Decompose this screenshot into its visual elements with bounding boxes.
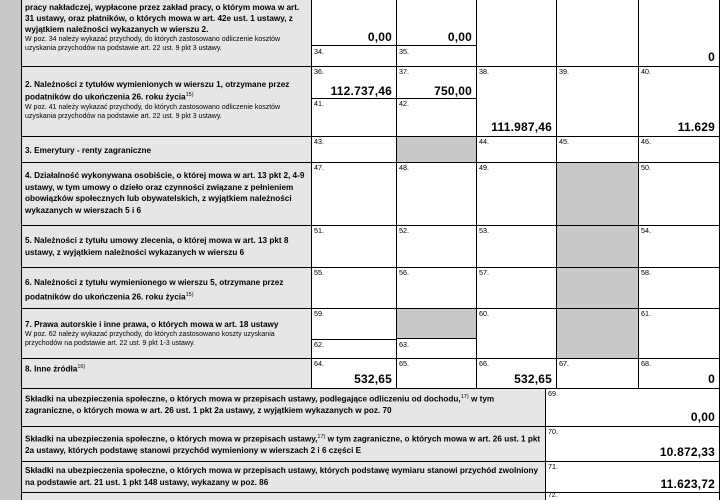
field-70-number: 70. <box>548 427 558 436</box>
field-53[interactable] <box>477 226 557 268</box>
footnote-ref: 17) <box>317 434 326 440</box>
form-row-1 <box>0 0 720 67</box>
row-description <box>22 0 312 67</box>
row-gutter <box>0 389 22 427</box>
field-col-e-value: 0 <box>708 50 715 64</box>
row-6-text: 6. Należności z tytułu wymienionego w wierszu 5, otrzymane przez podatników do ukończenia 26. roku życia <box>25 278 284 302</box>
row-4-text: 4. Działalność wykonywana osobiście, o której mowa w art. 13 pkt 2, 4-9 ustawy, w tym umowy o dzieło oraz czynności związane z pełnieniem obowiązków społecznych lub obywatelskich, z wyjątkiem należności wykazanych w wierszach 5 i 6 <box>25 171 305 215</box>
field-54-number: 54. <box>641 226 651 235</box>
row-1-text: pracy nakładczej, wypłacone przez zakład pracy, o którym mowa w art. 31 ustawy, oraz płatników, o których mowa w art. 42e ust. 1 ustawy, z wyjątkiem należności wykazanych w wierszu 2. <box>25 3 300 34</box>
form-row-2 <box>0 67 720 137</box>
field-69[interactable] <box>546 389 720 427</box>
field-58-number: 58. <box>641 268 651 277</box>
row-description <box>22 493 546 500</box>
row-description <box>22 226 312 268</box>
field-37-number: 37. <box>399 67 409 76</box>
field-50-number: 50. <box>641 163 651 172</box>
field-53-number: 53. <box>479 226 489 235</box>
footnote-ref: 15) <box>185 92 194 98</box>
field-63-col <box>397 309 477 359</box>
row-69-text: Składki na ubezpieczenia społeczne, o których mowa w przepisach ustawy, podlegające odliczeniu od dochodu, <box>25 394 461 404</box>
field-col-c[interactable] <box>477 0 557 67</box>
field-disabled <box>557 309 639 359</box>
row-5-text: 5. Należności z tytułu umowy zlecenia, o której mowa w art. 13 pkt 8 ustawy, z wyjątkiem należności wykazanych w wierszu 6 <box>25 236 289 257</box>
row-gutter <box>0 226 22 268</box>
field-65[interactable] <box>397 359 477 389</box>
row-gutter <box>0 137 22 163</box>
field-56-number: 56. <box>399 268 409 277</box>
row-2-text: 2. Należności z tytułów wymienionych w wierszu 1, otrzymane przez podatników do ukończenia 26. roku życia <box>25 80 290 102</box>
field-71[interactable] <box>546 462 720 493</box>
field-disabled <box>397 309 476 339</box>
field-55[interactable] <box>312 268 397 309</box>
field-34[interactable] <box>312 0 397 67</box>
form-row-4 <box>0 163 720 226</box>
field-59[interactable] <box>312 309 397 359</box>
field-35-top-value: 0,00 <box>447 30 472 44</box>
row-gutter <box>0 427 22 462</box>
field-45-number: 45. <box>559 137 569 146</box>
form-row-6 <box>0 268 720 309</box>
form-row-3 <box>0 137 720 163</box>
field-col-e[interactable] <box>639 0 720 67</box>
field-61-number: 61. <box>641 309 651 318</box>
field-45[interactable] <box>557 137 639 163</box>
row-3-text: 3. Emerytury - renty zagraniczne <box>25 146 152 155</box>
footnote-ref: 16) <box>77 364 86 370</box>
field-col-d[interactable] <box>557 0 639 67</box>
form-row-70 <box>0 427 720 462</box>
field-64-number: 64. <box>314 359 324 368</box>
footnote-ref: 15) <box>185 292 194 298</box>
row-description <box>22 268 312 309</box>
footnote-ref: 17) <box>460 394 469 400</box>
field-67-number: 67. <box>559 359 569 368</box>
form-row-7 <box>0 309 720 359</box>
form-row-8 <box>0 359 720 389</box>
field-48-number: 48. <box>399 163 409 172</box>
row-gutter <box>0 67 22 137</box>
field-34-top-value: 0,00 <box>367 30 392 44</box>
row-7-note: W poz. 62 należy wykazać przychody, do których zastosowano koszty uzyskania przychodów na podstawie art. 22 ust. 9 pkt 1-3 ustawy. <box>25 331 275 347</box>
field-52-number: 52. <box>399 226 409 235</box>
field-66[interactable] <box>477 359 557 389</box>
row-7-text: 7. Prawa autorskie i inne prawa, o których mowa w art. 18 ustawy <box>25 320 279 329</box>
field-37-value: 750,00 <box>434 84 472 98</box>
field-38-value: 111.987,46 <box>491 120 552 134</box>
row-8-text: 8. Inne źródła <box>25 364 78 374</box>
field-36-number: 36. <box>314 67 324 76</box>
field-46[interactable] <box>639 137 720 163</box>
field-61[interactable] <box>639 309 720 359</box>
field-36-value: 112.737,46 <box>330 84 392 98</box>
field-47-number: 47. <box>314 163 324 172</box>
field-60[interactable] <box>477 309 557 359</box>
field-37[interactable] <box>397 67 477 137</box>
field-40-number: 40. <box>641 67 651 76</box>
field-49-number: 49. <box>479 163 489 172</box>
field-68[interactable] <box>639 359 720 389</box>
field-42-number: 42. <box>399 99 409 108</box>
field-70[interactable] <box>546 427 720 462</box>
row-gutter <box>0 268 22 309</box>
field-54[interactable] <box>639 226 720 268</box>
row-gutter <box>0 493 22 500</box>
field-40-value: 11.629 <box>677 120 715 134</box>
field-64-value: 532,65 <box>354 372 392 386</box>
field-44-number: 44. <box>479 137 489 146</box>
field-52[interactable] <box>397 226 477 268</box>
form-row-5 <box>0 226 720 268</box>
field-disabled <box>557 163 639 226</box>
field-57[interactable] <box>477 268 557 309</box>
row-description <box>22 462 546 493</box>
field-60-number: 60. <box>479 309 489 318</box>
field-66-value: 532,65 <box>514 372 552 386</box>
field-43[interactable] <box>312 137 397 163</box>
row-description <box>22 67 312 137</box>
field-69-number: 69. <box>548 389 558 398</box>
field-71-value: 11.623,72 <box>660 477 715 491</box>
row-gutter <box>0 359 22 389</box>
field-68-value: 0 <box>708 372 715 386</box>
field-65-number: 65. <box>399 359 409 368</box>
row-2-note: W poz. 41 należy wykazać przychody, do których zastosowano odliczenie kosztów uzyskania przychodów na podstawie art. 22 ust. 9 pkt 3 ustawy. <box>25 103 281 120</box>
form-row-69 <box>0 389 720 427</box>
field-64[interactable] <box>312 359 397 389</box>
field-58[interactable] <box>639 268 720 309</box>
field-49[interactable] <box>477 163 557 226</box>
row-description <box>22 427 546 462</box>
field-40[interactable] <box>639 67 720 137</box>
field-51[interactable] <box>312 226 397 268</box>
field-72[interactable] <box>546 493 720 500</box>
field-39-number: 39. <box>559 67 569 76</box>
field-disabled <box>557 226 639 268</box>
field-62-number: 62. <box>314 340 324 349</box>
form-row-72 <box>0 493 720 500</box>
field-38-number: 38. <box>479 67 489 76</box>
field-63-number: 63. <box>399 340 409 349</box>
row-description <box>22 389 546 427</box>
field-59-number: 59. <box>314 309 324 318</box>
field-50[interactable] <box>639 163 720 226</box>
field-43-number: 43. <box>314 137 324 146</box>
row-70-text-cont: w tym zagraniczne, o których mowa w art. 26 ust. 1 pkt 2a ustawy, których podstawę stanowi przychód wymieniony w wierszach 2 i 6 części E <box>25 434 541 456</box>
field-46-number: 46. <box>641 137 651 146</box>
field-44[interactable] <box>477 137 557 163</box>
field-disabled <box>397 137 477 163</box>
field-67[interactable] <box>557 359 639 389</box>
field-39[interactable] <box>557 67 639 137</box>
field-72-number: 72. <box>548 493 558 499</box>
form-row-71 <box>0 462 720 493</box>
field-36[interactable] <box>312 67 397 137</box>
row-description <box>22 137 312 163</box>
row-gutter <box>0 462 22 493</box>
field-69-value: 0,00 <box>690 410 715 424</box>
field-35-number: 35. <box>399 47 409 56</box>
row-description <box>22 359 312 389</box>
row-gutter <box>0 0 22 67</box>
field-38[interactable] <box>477 67 557 137</box>
row-71-text: Składki na ubezpieczenia społeczne, o których mowa w przepisach ustawy, których podstawę wymiaru stanowi przychód zwolniony na podstawie art. 21 ust. 1 pkt 148 ustawy, wykazany w poz. 86 <box>25 466 539 487</box>
row-1-note: W poz. 34 należy wykazać przychody, do których zastosowano odliczenie kosztów uzyskania przychodów na podstawie art. 22 ust. 9 pkt 3 ustawy. <box>25 36 281 52</box>
row-description <box>22 309 312 359</box>
field-70-value: 10.872,33 <box>659 445 715 459</box>
row-gutter <box>0 163 22 226</box>
field-55-number: 55. <box>314 268 324 277</box>
row-gutter <box>0 309 22 359</box>
field-57-number: 57. <box>479 268 489 277</box>
field-41-number: 41. <box>314 99 324 108</box>
field-34-number: 34. <box>314 47 324 56</box>
field-66-number: 66. <box>479 359 489 368</box>
field-68-number: 68. <box>641 359 651 368</box>
row-70-text: Składki na ubezpieczenia społeczne, o których mowa w przepisach ustawy, <box>25 434 318 444</box>
field-71-number: 71. <box>548 462 558 471</box>
row-69-text-cont: w tym zagraniczne, o których mowa w art. 26 ust. 1 pkt 2a ustawy, z wyjątkiem wykazanych w poz. 70 <box>25 394 495 416</box>
field-48[interactable] <box>397 163 477 226</box>
field-35[interactable] <box>397 0 477 67</box>
row-description <box>22 163 312 226</box>
field-disabled <box>557 268 639 309</box>
field-56[interactable] <box>397 268 477 309</box>
field-47[interactable] <box>312 163 397 226</box>
field-51-number: 51. <box>314 226 324 235</box>
